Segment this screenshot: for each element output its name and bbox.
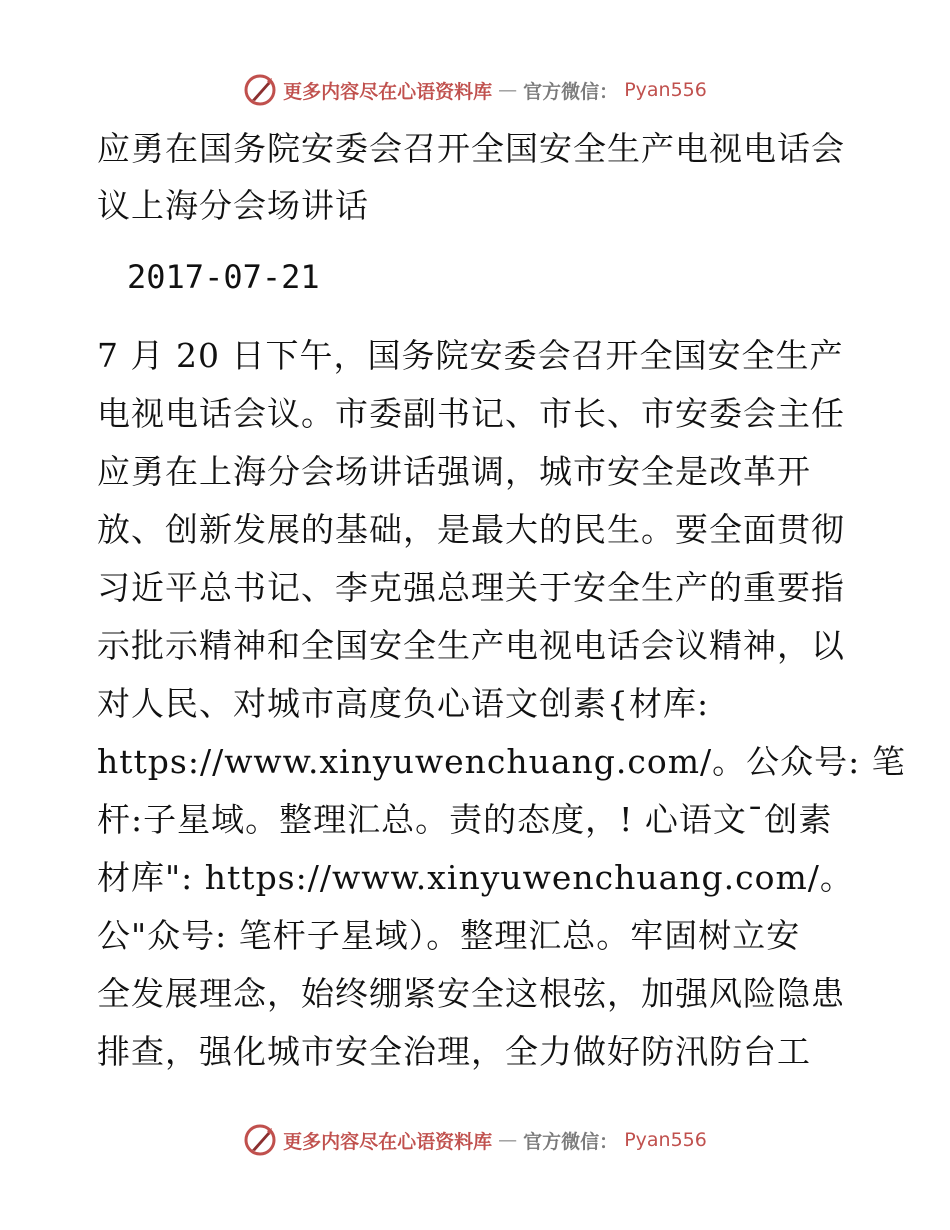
body-line: 杆:子星域。整理汇总。责的态度，! 心语文¯创素 (97, 800, 833, 839)
body-line: 公"众号: 笔杆子星域）。整理汇总。牢固树立安 (97, 916, 801, 955)
document-body (97, 327, 906, 1081)
body-line: 全发展理念，始终绷紧安全这根弦，加强风险隐患 (97, 974, 845, 1013)
body-line: 材库": https://www.xinyuwenchuang.com/。 (97, 858, 854, 897)
body-line: 习近平总书记、李克强总理关于安全生产的重要指 (97, 568, 845, 607)
watermark-wechat-id: Pyan556 (624, 79, 707, 101)
body-line: 对人民、对城市高度负心语文创素{材库: (97, 684, 710, 723)
quill-logo-icon (243, 1123, 277, 1157)
watermark-footer (0, 1120, 950, 1160)
quill-logo-icon (243, 73, 277, 107)
watermark-main-text: 更多内容尽在心语资料库 (283, 1130, 493, 1153)
watermark-dash: — (498, 1129, 518, 1151)
watermark-wechat-id: Pyan556 (624, 1129, 707, 1151)
body-line: 示批示精神和全国安全生产电视电话会议精神，以 (97, 626, 845, 665)
document-date: 2017-07-21 (127, 258, 320, 296)
watermark-label: 官方微信： (523, 80, 619, 103)
watermark-main-text: 更多内容尽在心语资料库 (283, 80, 493, 103)
body-line: 电视电话会议。市委副书记、市长、市安委会主任 (97, 394, 845, 433)
document-title: 应勇在国务院安委会召开全国安全生产电视电话会议上海分会场讲话 (97, 129, 845, 225)
body-line: 排查，强化城市安全治理，全力做好防汛防台工 (97, 1032, 811, 1071)
body-line: 7 月 20 日下午，国务院安委会召开全国安全生产 (97, 336, 844, 375)
watermark-dash: — (498, 79, 518, 101)
watermark-label: 官方微信： (523, 1130, 619, 1153)
body-line: 放、创新发展的基础，是最大的民生。要全面贯彻 (97, 510, 845, 549)
body-line: 应勇在上海分会场讲话强调，城市安全是改革开 (97, 452, 811, 491)
watermark-header (0, 70, 950, 110)
body-line: https://www.xinyuwenchuang.com/。公众号: 笔 (97, 742, 906, 781)
